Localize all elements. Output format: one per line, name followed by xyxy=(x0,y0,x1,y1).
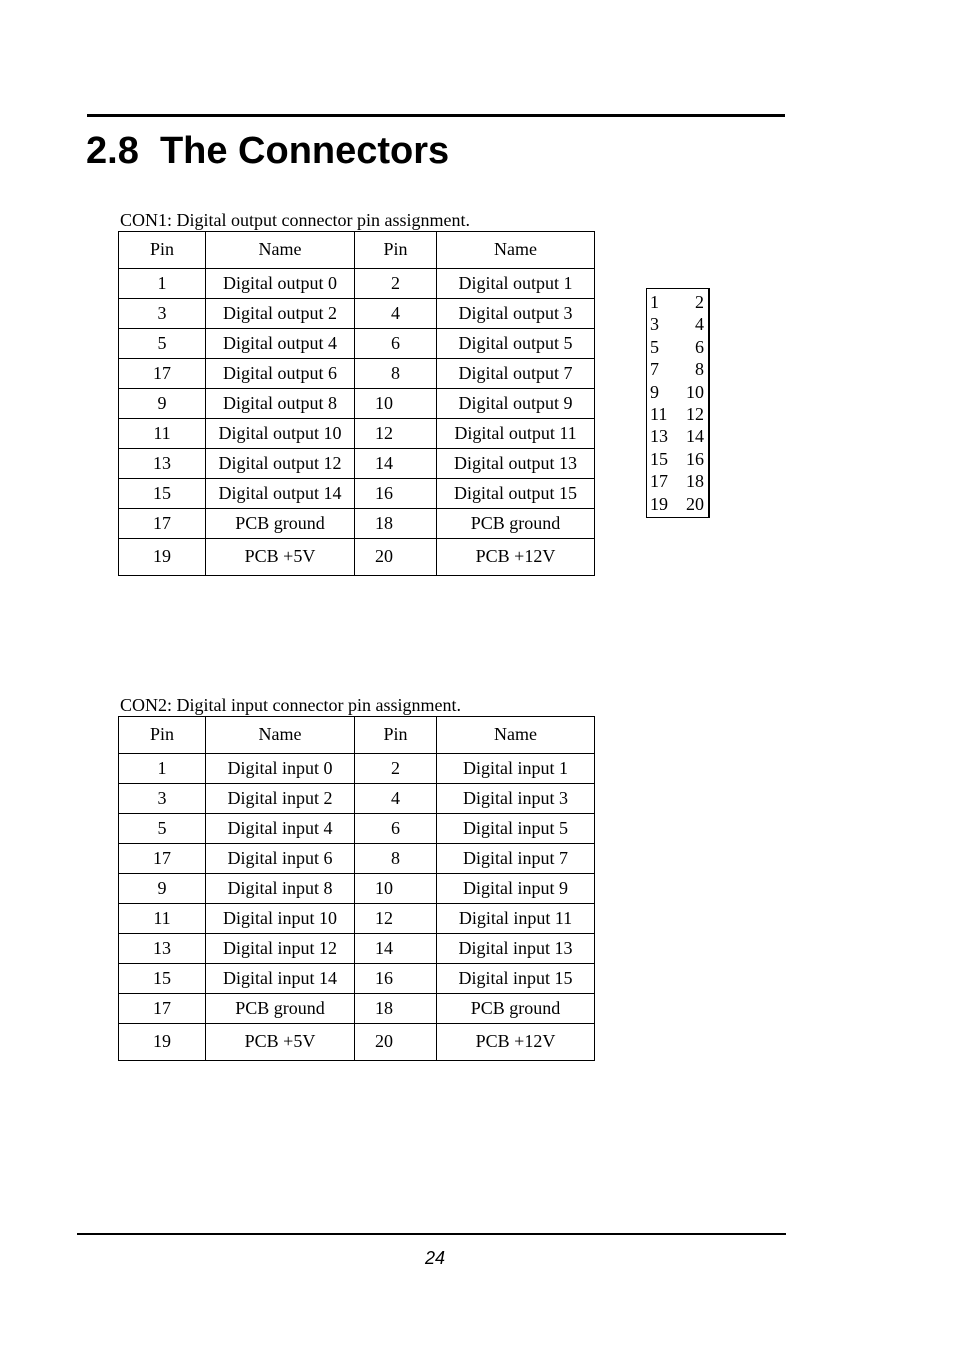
header-cell: Pin xyxy=(355,717,437,754)
signal-name-cell: Digital output 6 xyxy=(206,359,355,389)
pin-cell: 13 xyxy=(119,934,206,964)
table-row xyxy=(119,479,595,509)
table-row xyxy=(119,449,595,479)
header-pin-row xyxy=(647,291,708,313)
table-header-row xyxy=(119,232,595,269)
header-pin-row xyxy=(647,336,708,358)
even-pin-number: 12 xyxy=(686,404,704,424)
odd-pin-number: 9 xyxy=(650,381,659,402)
pin-cell: 10 xyxy=(355,874,437,904)
header-pin-row xyxy=(647,358,708,380)
signal-name-cell: PCB +5V xyxy=(206,539,355,576)
pin-cell: 12 xyxy=(355,419,437,449)
header-cell: Pin xyxy=(119,717,206,754)
signal-name-cell: Digital output 11 xyxy=(437,419,595,449)
pin-cell: 8 xyxy=(355,844,437,874)
signal-name-cell: Digital input 11 xyxy=(437,904,595,934)
table-row xyxy=(119,269,595,299)
even-pin-number: 20 xyxy=(686,493,704,514)
header-pin-row xyxy=(647,448,708,470)
pin-cell: 9 xyxy=(119,874,206,904)
connector-header-diagram xyxy=(646,288,710,518)
signal-name-cell: PCB ground xyxy=(206,994,355,1024)
table-row xyxy=(119,874,595,904)
top-rule xyxy=(87,114,785,117)
signal-name-cell: Digital output 15 xyxy=(437,479,595,509)
pin-cell: 6 xyxy=(355,814,437,844)
pin-cell: 11 xyxy=(119,904,206,934)
signal-name-cell: Digital input 8 xyxy=(206,874,355,904)
header-cell: Pin xyxy=(355,232,437,269)
table-row xyxy=(119,419,595,449)
pin-cell: 2 xyxy=(355,754,437,784)
table-row xyxy=(119,964,595,994)
pin-cell: 2 xyxy=(355,269,437,299)
pin-cell: 14 xyxy=(355,449,437,479)
odd-pin-number: 15 xyxy=(650,448,668,469)
pin-cell: 3 xyxy=(119,784,206,814)
signal-name-cell: PCB +12V xyxy=(437,1024,595,1061)
signal-name-cell: Digital input 13 xyxy=(437,934,595,964)
table-header-row xyxy=(119,717,595,754)
signal-name-cell: Digital input 7 xyxy=(437,844,595,874)
bottom-rule xyxy=(77,1233,786,1235)
con2-rows xyxy=(119,754,595,1061)
signal-name-cell: Digital output 2 xyxy=(206,299,355,329)
signal-name-cell: PCB +12V xyxy=(437,539,595,576)
odd-pin-number: 17 xyxy=(650,471,668,492)
signal-name-cell: Digital input 15 xyxy=(437,964,595,994)
pin-cell: 4 xyxy=(355,299,437,329)
pin-cell: 6 xyxy=(355,329,437,359)
pin-cell: 5 xyxy=(119,814,206,844)
signal-name-cell: Digital input 6 xyxy=(206,844,355,874)
signal-name-cell: Digital output 0 xyxy=(206,269,355,299)
pin-cell: 17 xyxy=(119,509,206,539)
header-pin-row xyxy=(647,493,708,515)
signal-name-cell: Digital output 13 xyxy=(437,449,595,479)
table-row xyxy=(119,814,595,844)
odd-pin-number: 11 xyxy=(650,404,668,424)
con2-table xyxy=(118,716,595,1061)
pin-cell: 5 xyxy=(119,329,206,359)
pin-cell: 17 xyxy=(119,844,206,874)
signal-name-cell: Digital output 10 xyxy=(206,419,355,449)
header-cell: Name xyxy=(206,717,355,754)
table-row xyxy=(119,359,595,389)
pin-cell: 18 xyxy=(355,994,437,1024)
table-row xyxy=(119,994,595,1024)
pin-cell: 14 xyxy=(355,934,437,964)
pin-cell: 10 xyxy=(355,389,437,419)
odd-pin-number: 1 xyxy=(650,292,659,312)
table-row xyxy=(119,844,595,874)
odd-pin-number: 7 xyxy=(650,359,659,380)
signal-name-cell: PCB +5V xyxy=(206,1024,355,1061)
header-cell: Name xyxy=(437,232,595,269)
table-row xyxy=(119,934,595,964)
even-pin-number: 18 xyxy=(686,471,704,492)
signal-name-cell: Digital output 7 xyxy=(437,359,595,389)
even-pin-number: 10 xyxy=(686,381,704,402)
pin-cell: 13 xyxy=(119,449,206,479)
even-pin-number: 16 xyxy=(686,448,704,469)
con2-caption: CON2: Digital input connector pin assignment. xyxy=(120,695,461,715)
pin-cell: 17 xyxy=(119,994,206,1024)
pin-cell: 19 xyxy=(119,1024,206,1061)
pin-cell: 20 xyxy=(355,1024,437,1061)
signal-name-cell: PCB ground xyxy=(437,994,595,1024)
even-pin-number: 14 xyxy=(686,426,704,447)
header-cell: Name xyxy=(437,717,595,754)
table-row xyxy=(119,389,595,419)
signal-name-cell: Digital output 4 xyxy=(206,329,355,359)
pin-cell: 1 xyxy=(119,269,206,299)
table-row xyxy=(119,299,595,329)
signal-name-cell: Digital output 8 xyxy=(206,389,355,419)
signal-name-cell: Digital input 12 xyxy=(206,934,355,964)
pin-cell: 4 xyxy=(355,784,437,814)
signal-name-cell: Digital input 10 xyxy=(206,904,355,934)
header-pin-row xyxy=(647,470,708,492)
header-pin-row xyxy=(647,425,708,447)
table-row xyxy=(119,329,595,359)
signal-name-cell: Digital input 0 xyxy=(206,754,355,784)
pin-cell: 8 xyxy=(355,359,437,389)
header-pin-row xyxy=(647,381,708,403)
signal-name-cell: Digital output 9 xyxy=(437,389,595,419)
pin-cell: 9 xyxy=(119,389,206,419)
signal-name-cell: Digital input 9 xyxy=(437,874,595,904)
pin-cell: 16 xyxy=(355,964,437,994)
pin-cell: 15 xyxy=(119,479,206,509)
header-pin-row xyxy=(647,403,708,425)
pin-cell: 16 xyxy=(355,479,437,509)
pin-cell: 11 xyxy=(119,419,206,449)
even-pin-number: 6 xyxy=(695,336,704,357)
even-pin-number: 8 xyxy=(695,359,704,380)
signal-name-cell: Digital output 14 xyxy=(206,479,355,509)
header-cell: Name xyxy=(206,232,355,269)
header-pin-row xyxy=(647,313,708,335)
table-row xyxy=(119,904,595,934)
even-pin-number: 4 xyxy=(695,314,704,335)
table-row xyxy=(119,509,595,539)
con1-caption: CON1: Digital output connector pin assignment. xyxy=(120,210,470,230)
signal-name-cell: Digital output 3 xyxy=(437,299,595,329)
table-row xyxy=(119,1024,595,1061)
signal-name-cell: Digital input 14 xyxy=(206,964,355,994)
pin-cell: 3 xyxy=(119,299,206,329)
signal-name-cell: Digital output 5 xyxy=(437,329,595,359)
table-row xyxy=(119,784,595,814)
signal-name-cell: Digital output 12 xyxy=(206,449,355,479)
signal-name-cell: PCB ground xyxy=(437,509,595,539)
con1-rows xyxy=(119,269,595,576)
pin-cell: 18 xyxy=(355,509,437,539)
pin-cell: 1 xyxy=(119,754,206,784)
pin-cell: 19 xyxy=(119,539,206,576)
table-row xyxy=(119,754,595,784)
signal-name-cell: Digital input 4 xyxy=(206,814,355,844)
signal-name-cell: Digital input 5 xyxy=(437,814,595,844)
pin-cell: 17 xyxy=(119,359,206,389)
signal-name-cell: Digital output 1 xyxy=(437,269,595,299)
section-title: 2.8 The Connectors xyxy=(86,130,450,172)
odd-pin-number: 13 xyxy=(650,426,668,447)
table-row xyxy=(119,539,595,576)
pin-cell: 12 xyxy=(355,904,437,934)
signal-name-cell: PCB ground xyxy=(206,509,355,539)
header-cell: Pin xyxy=(119,232,206,269)
pin-cell: 15 xyxy=(119,964,206,994)
signal-name-cell: Digital input 2 xyxy=(206,784,355,814)
odd-pin-number: 3 xyxy=(650,314,659,335)
pin-cell: 20 xyxy=(355,539,437,576)
even-pin-number: 2 xyxy=(695,292,704,312)
con1-table xyxy=(118,231,595,576)
signal-name-cell: Digital input 3 xyxy=(437,784,595,814)
odd-pin-number: 19 xyxy=(650,493,668,514)
page-number: 24 xyxy=(424,1248,446,1268)
odd-pin-number: 5 xyxy=(650,336,659,357)
signal-name-cell: Digital input 1 xyxy=(437,754,595,784)
